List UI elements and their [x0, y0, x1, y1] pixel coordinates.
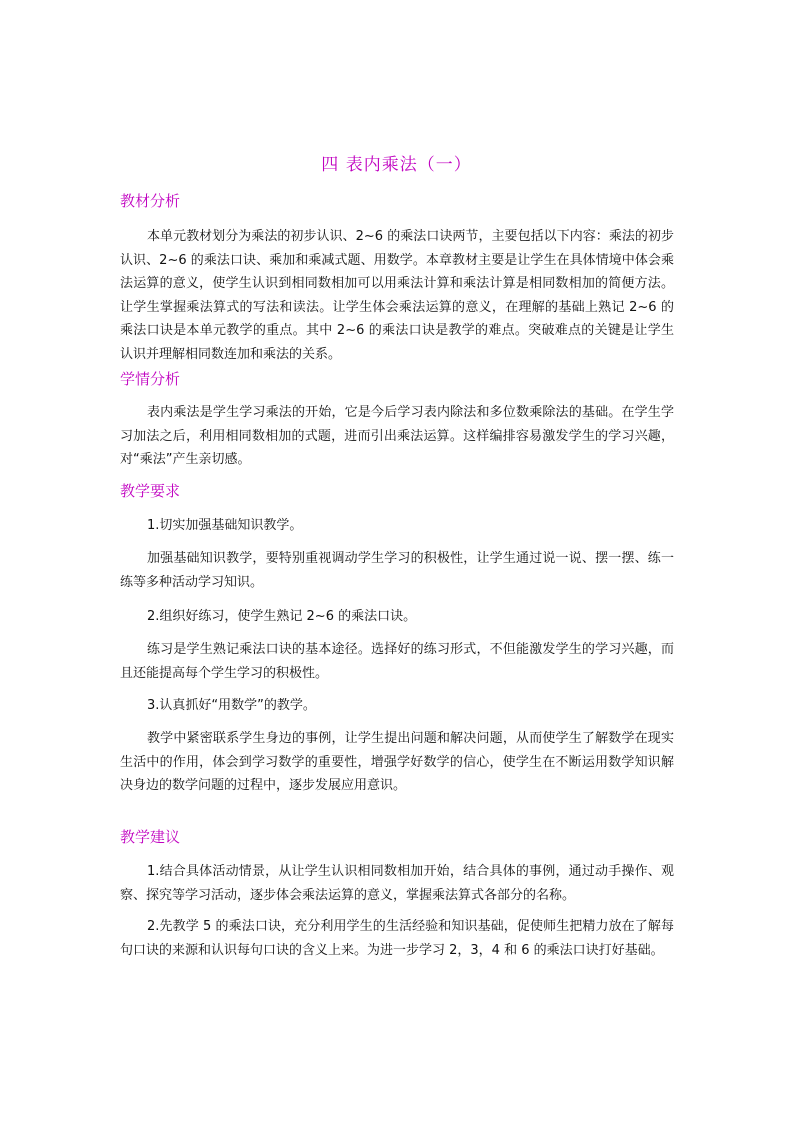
- paragraph-learner-analysis: 表内乘法是学生学习乘法的开始，它是今后学习表内除法和多位数乘除法的基础。在学生学习加法之后，利用相同数相加的式题，进而引出乘法运算。这样编排容易激发学生的学习兴趣，对“乘法”产生亲切感。: [120, 405, 674, 467]
- requirement-detail-1: 加强基础知识教学，要特别重视调动学生学习的积极性，让学生通过说一说、摆一摆、练一练等多种活动学习知识。: [120, 551, 674, 590]
- heading-textbook-analysis: 教材分析: [120, 192, 181, 210]
- requirement-item-3: 3.认真抓好“用数学”的教学。: [147, 698, 316, 713]
- suggestion-item-2: 2.先教学 5 的乘法口诀，充分利用学生的生活经验和知识基础，促使师生把精力放在了解每句口诀的来源和认识每句口诀的含义上来。为进一步学习 2，3，4 和 6 的乘法口诀打好基础。: [120, 919, 674, 958]
- paragraph-textbook-analysis: 本单元教材划分为乘法的初步认识、2~6 的乘法口诀两节，主要包括以下内容：乘法的初步认识、2~6 的乘法口诀、乘加和乘减式题、用数学。本章教材主要是让学生在具体情境中体会乘法运算的意义，使学生认识到相同数相加可以用乘法计算和乘法计算是相同数相加的简便方法。让学生掌握乘法算式的写法和读法。让学生体会乘法运算的意义，在理解的基础上熟记 2~6 的乘法口诀是本单元教学的重点。其中 2~6 的乘法口诀是教学的难点。突破难点的关键是让学生认识并理解相同数连加和乘法的关系。: [120, 229, 674, 362]
- heading-teaching-requirements: 教学要求: [120, 482, 181, 500]
- suggestion-item-1: 1.结合具体活动情景，从让学生认识相同数相加开始，结合具体的事例，通过动手操作、观察、探究等学习活动，逐步体会乘法运算的意义，掌握乘法算式各部分的名称。: [120, 864, 674, 903]
- requirement-detail-3: 教学中紧密联系学生身边的事例，让学生提出问题和解决问题，从而使学生了解数学在现实生活中的作用，体会到学习数学的重要性，增强学好数学的信心，使学生在不断运用数学知识解决身边的数学问题的过程中，逐步发展应用意识。: [120, 731, 674, 793]
- heading-teaching-suggestions: 教学建议: [120, 828, 181, 846]
- requirement-item-1: 1.切实加强基础知识教学。: [147, 518, 303, 533]
- requirement-item-2: 2.组织好练习，使学生熟记 2~6 的乘法口诀。: [147, 609, 417, 624]
- document-title: 四 表内乘法（一）: [321, 155, 472, 175]
- requirement-detail-2: 练习是学生熟记乘法口诀的基本途径。选择好的练习形式，不但能激发学生的学习兴趣，而且还能提高每个学生学习的积极性。: [120, 642, 674, 681]
- heading-learner-analysis: 学情分析: [120, 370, 181, 388]
